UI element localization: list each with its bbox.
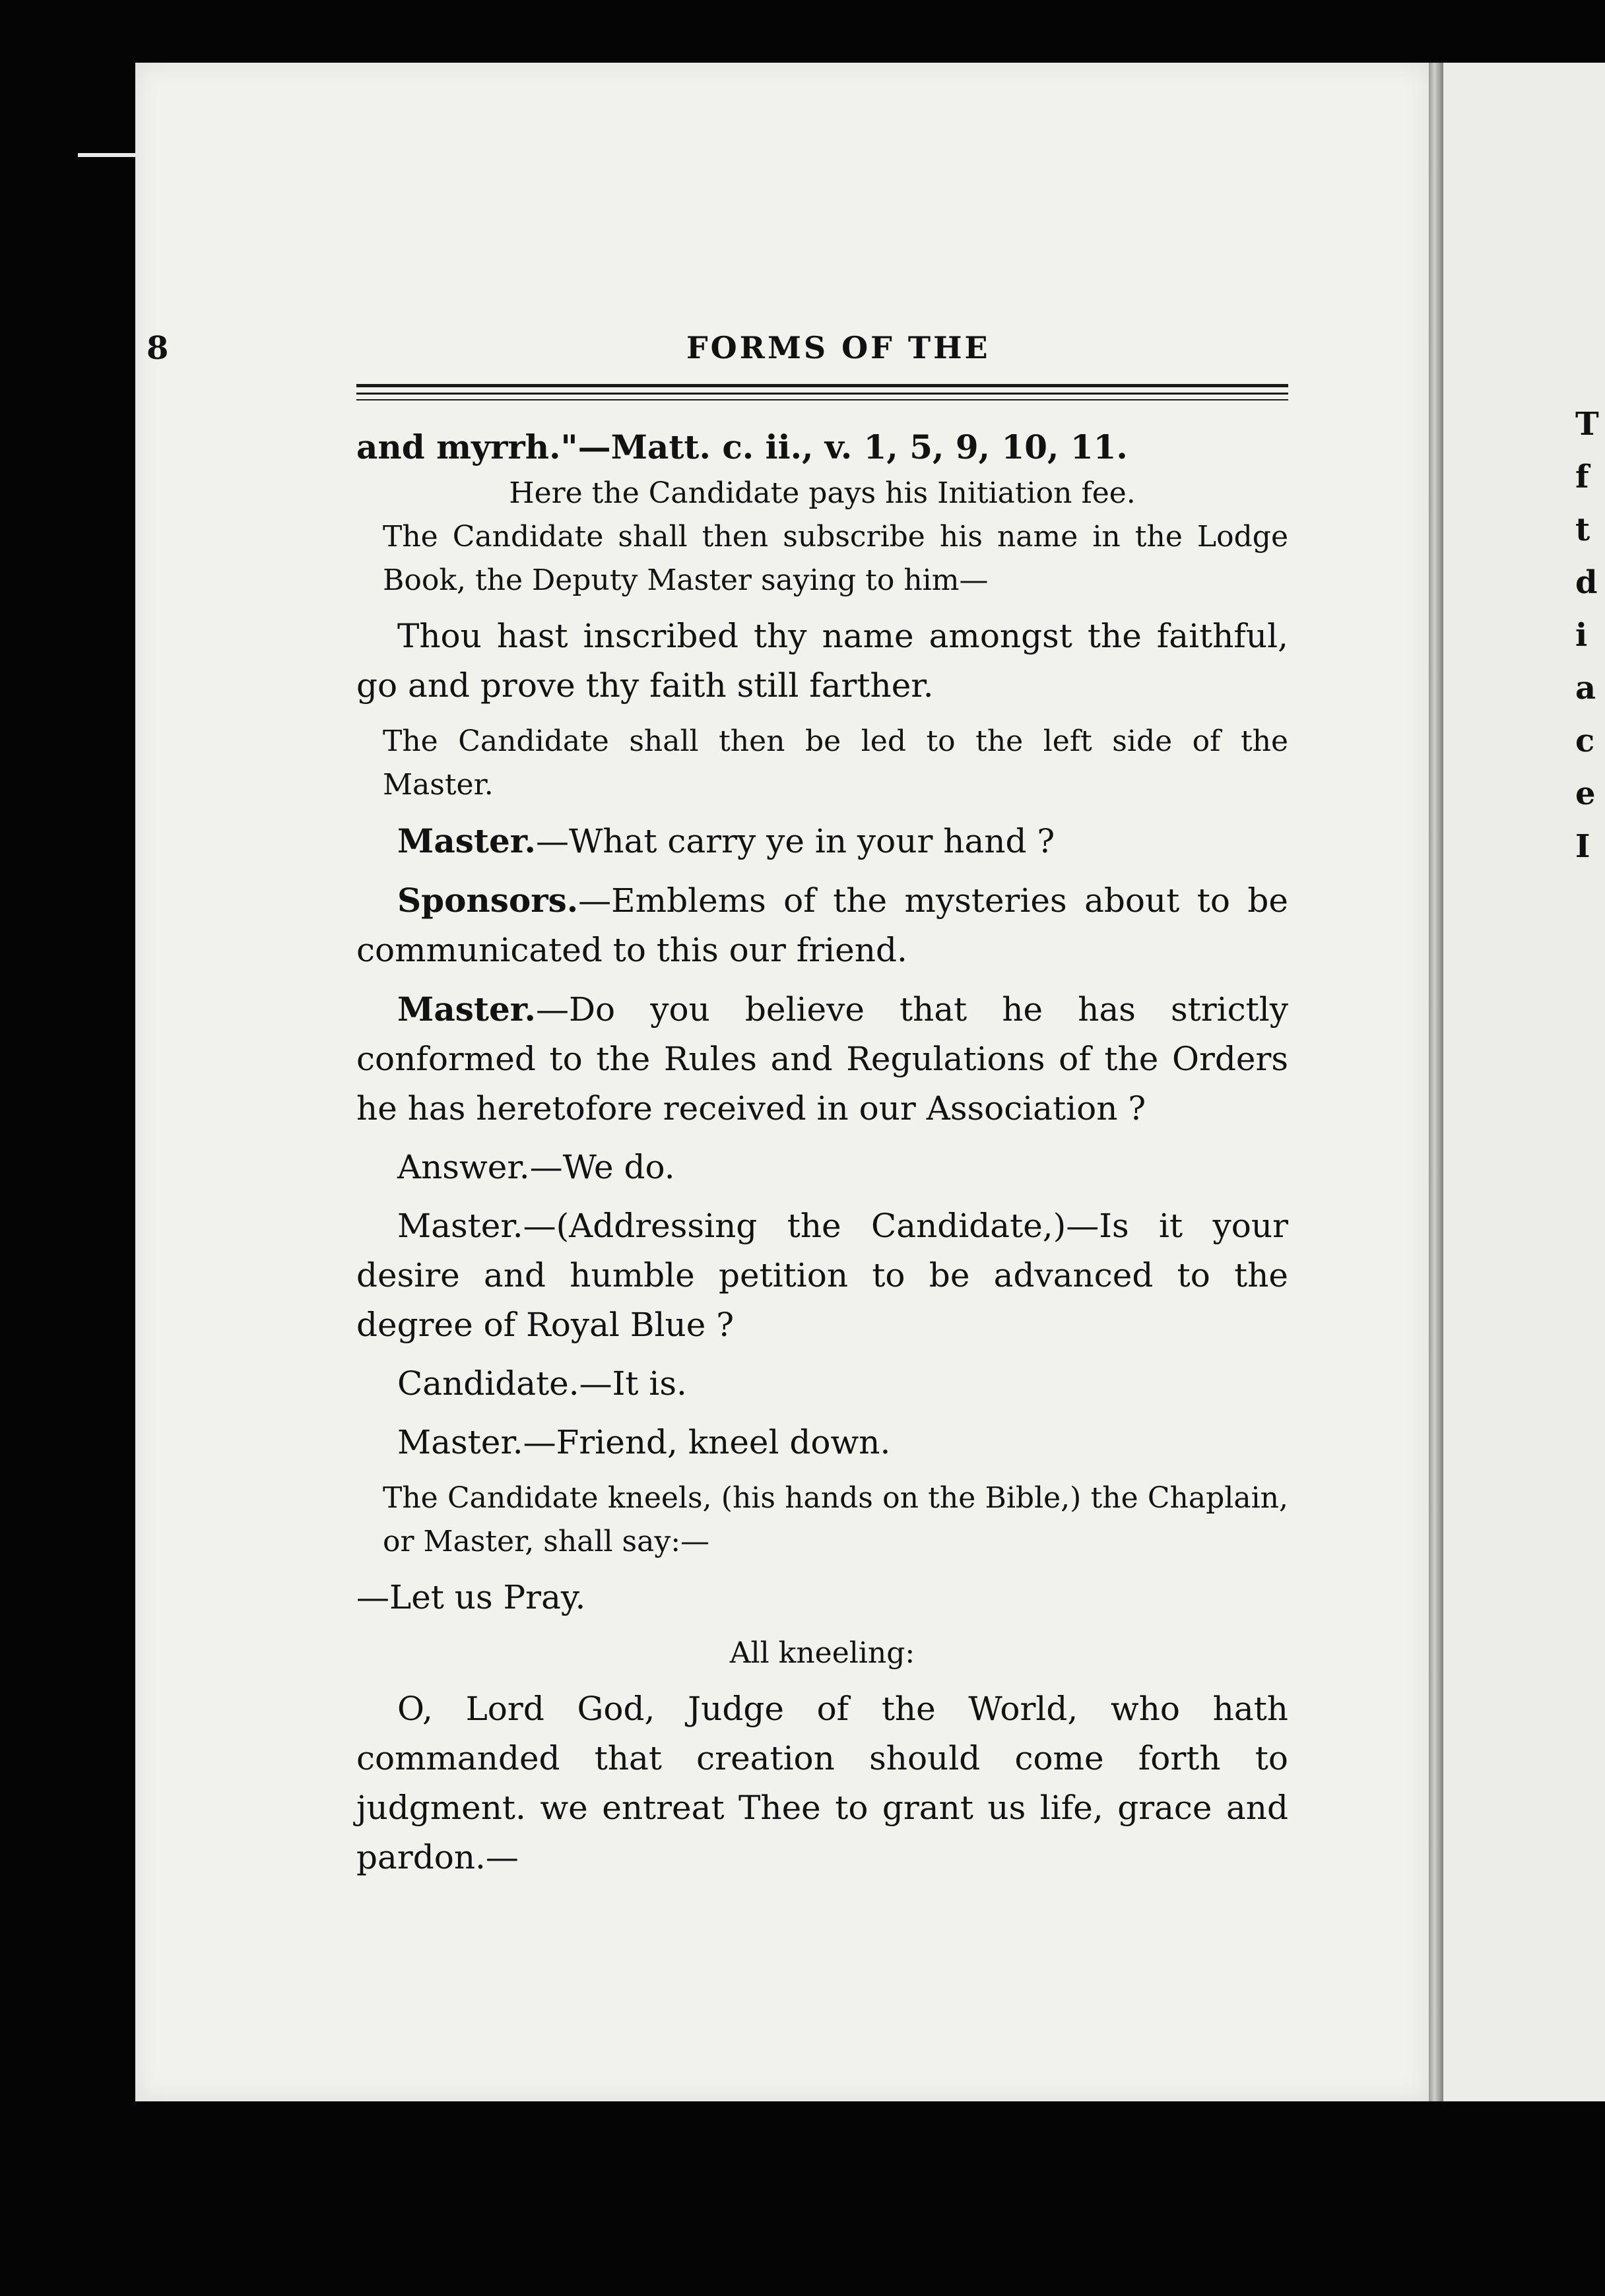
book-gutter	[1429, 63, 1443, 2101]
dialogue-line	[356, 984, 1288, 1133]
speaker: Sponsors.	[397, 881, 579, 920]
dialogue-text: —We do.	[529, 1148, 675, 1186]
header-rule	[356, 399, 1288, 400]
speaker: Master.	[397, 990, 536, 1029]
body-text	[356, 422, 1288, 1882]
facing-letter: d	[1575, 564, 1598, 601]
prayer-paragraph: O, Lord God, Judge of the World, who hath commanded that creation should come forth to judgment. we entreat Thee to grant us life, grace and pardon.—	[356, 1690, 1288, 1876]
facing-letter: t	[1575, 511, 1590, 548]
dialogue-text: —Emblems of the mysteries about to be communicated to this our friend.	[356, 881, 1288, 969]
dialogue-line	[356, 1418, 1288, 1467]
header-rule	[356, 393, 1288, 395]
dialogue-text: —Do you believe that he has strictly conformed to the Rules and Regulations of the Orders he has heretofore received in our Association ?	[356, 990, 1288, 1128]
speaker: Candidate.	[397, 1364, 579, 1403]
facing-letter: c	[1575, 722, 1595, 759]
speaker: Master.	[397, 1423, 523, 1461]
dialogue-text: —What carry ye in your hand ?	[535, 822, 1055, 860]
facing-letter: i	[1575, 617, 1588, 654]
stage-direction: All kneeling:	[729, 1636, 915, 1670]
facing-letter: a	[1575, 670, 1596, 707]
page-number: 8	[147, 330, 169, 367]
dialogue-text: —(Addressing the Candidate,)—Is it your desire and humble petition to be advanced to the degree of Royal Blue ?	[356, 1207, 1288, 1344]
text-line: —Let us Pray.	[356, 1578, 586, 1616]
dialogue-text: —Friend, kneel down.	[523, 1423, 891, 1461]
text-line: and myrrh."—Matt. c. ii., v. 1, 5, 9, 10, 11.	[356, 428, 1128, 466]
paragraph: Thou hast inscribed thy name amongst the faithful, go and prove thy faith still farther.	[356, 617, 1288, 705]
dialogue-line	[356, 816, 1288, 866]
facing-page-edge	[1443, 63, 1605, 2101]
dialogue-line	[356, 876, 1288, 975]
dialogue-line	[356, 1143, 1288, 1192]
header-rule	[356, 384, 1288, 387]
facing-letter: T	[1575, 406, 1599, 443]
stage-direction: The Candidate shall then be led to the left side of the Master.	[383, 724, 1288, 802]
facing-letter: f	[1575, 459, 1589, 495]
stage-direction: Here the Candidate pays his Initiation fee.	[509, 476, 1136, 510]
stage-direction: The Candidate shall then subscribe his name in the Lodge Book, the Deputy Master saying to him—	[383, 520, 1288, 597]
facing-letter: e	[1575, 775, 1596, 812]
speaker: Answer.	[397, 1148, 530, 1186]
dialogue-line	[356, 1201, 1288, 1350]
speaker: Master.	[397, 1207, 523, 1245]
dialogue-text: —It is.	[579, 1364, 687, 1403]
stage-direction: The Candidate kneels, (his hands on the Bible,) the Chaplain, or Master, shall say:—	[383, 1481, 1288, 1558]
facing-letter: I	[1575, 828, 1590, 865]
running-head: FORMS OF THE	[686, 330, 991, 366]
dialogue-line	[356, 1359, 1288, 1409]
speaker: Master.	[397, 821, 536, 860]
